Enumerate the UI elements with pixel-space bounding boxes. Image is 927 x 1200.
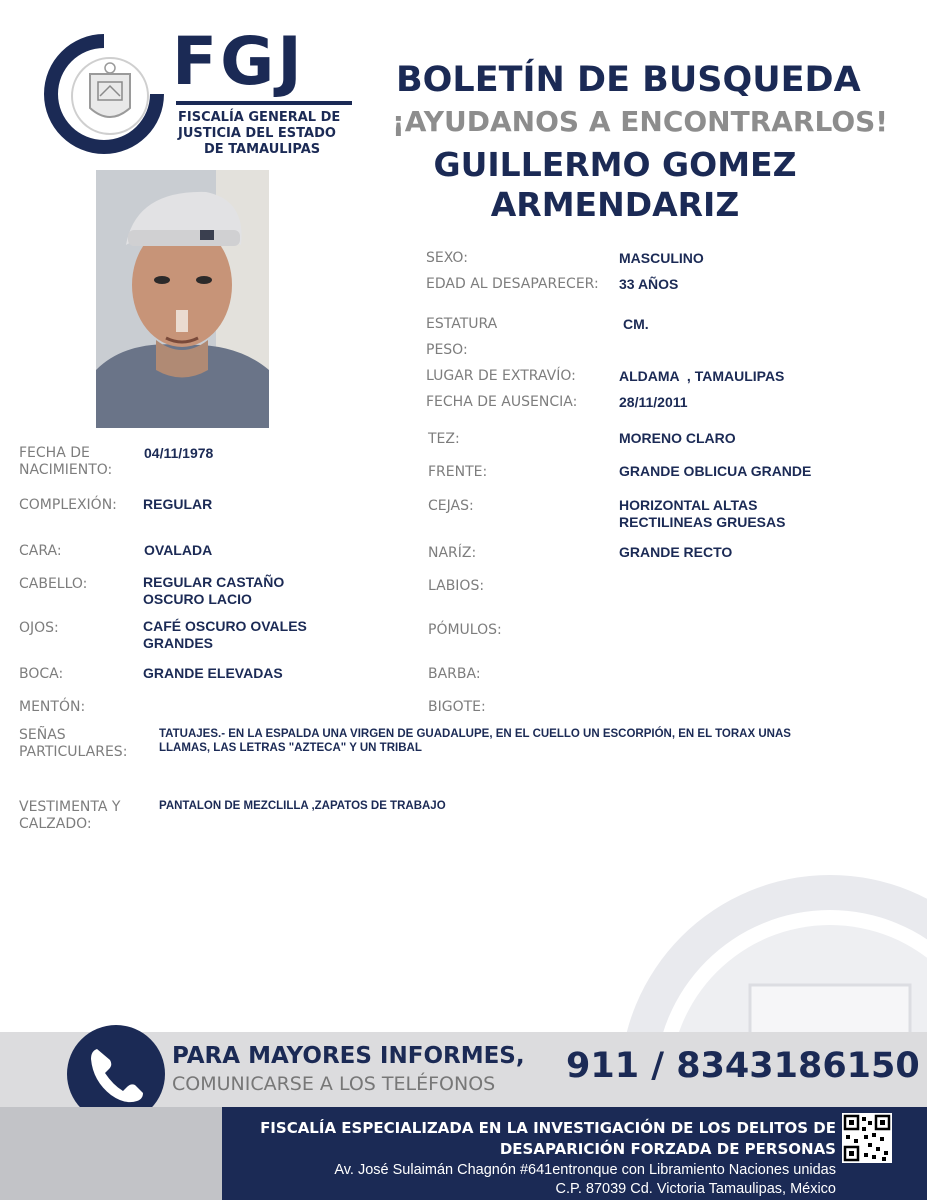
label-senas: SEÑAS PARTICULARES: (19, 727, 128, 760)
value-boca: GRANDE ELEVADAS (143, 665, 283, 681)
org-line-3: DE TAMAULIPAS (204, 142, 321, 157)
label-edad: EDAD AL DESAPARECER: (426, 276, 599, 292)
label-estatura: ESTATURA (426, 316, 498, 332)
value-lugar: ALDAMA , TAMAULIPAS (619, 368, 785, 384)
org-line-1: FISCALÍA GENERAL DE (178, 110, 341, 125)
label-tez: TEZ: (428, 431, 460, 447)
bulletin-title: BOLETÍN DE BUSQUEDA (396, 60, 861, 100)
label-cara: CARA: (19, 543, 62, 559)
label-vestimenta: VESTIMENTA Y CALZADO: (19, 799, 121, 832)
label-cabello: CABELLO: (19, 576, 88, 592)
contact-line-2: COMUNICARSE A LOS TELÉFONOS (172, 1073, 496, 1095)
label-frente: FRENTE: (428, 464, 488, 480)
org-line-2: JUSTICIA DEL ESTADO (178, 126, 336, 141)
value-frente: GRANDE OBLICUA GRANDE (619, 463, 812, 479)
emblem-icon (40, 30, 168, 158)
person-name-line-1: GUILLERMO GOMEZ (433, 145, 797, 184)
value-nacimiento: 04/11/1978 (144, 445, 214, 461)
footer-address-2: C.P. 87039 Cd. Victoria Tamaulipas, México (555, 1181, 836, 1197)
footer-line-1: FISCALÍA ESPECIALIZADA EN LA INVESTIGACIÓN DE LOS DELITOS DE (260, 1119, 836, 1137)
label-barba: BARBA: (428, 666, 481, 682)
label-cejas: CEJAS: (428, 498, 474, 514)
label-lugar: LUGAR DE EXTRAVÍO: (426, 368, 576, 384)
value-senas: TATUAJES.- EN LA ESPALDA UNA VIRGEN DE GUADALUPE, EN EL CUELLO UN ESCORPIÓN, EN EL TORAX UNAS LLAMAS, LAS LETRAS "AZTECA" Y UN TRIBAL (159, 728, 791, 754)
label-nariz: NARÍZ: (428, 545, 477, 561)
label-boca: BOCA: (19, 666, 64, 682)
value-nariz: GRANDE RECTO (619, 544, 733, 560)
label-nacimiento: FECHA DE NACIMIENTO: (19, 445, 113, 478)
value-tez: MORENO CLARO (619, 430, 736, 446)
value-complexion: REGULAR (143, 496, 213, 512)
value-cabello: REGULAR CASTAÑO OSCURO LACIO (143, 574, 285, 607)
footer-line-2: DESAPARICIÓN FORZADA DE PERSONAS (499, 1140, 836, 1158)
fgj-logo (40, 23, 360, 165)
value-cara: OVALADA (144, 542, 213, 558)
qr-code-icon[interactable] (842, 1113, 892, 1163)
logo-underline (176, 101, 352, 105)
bulletin-subtitle: ¡AYUDANOS A ENCONTRARLOS! (392, 105, 889, 138)
label-peso: PESO: (426, 342, 468, 358)
label-sexo: SEXO: (426, 250, 468, 266)
value-estatura: CM. (623, 316, 649, 332)
person-photo (96, 170, 269, 428)
value-cejas: HORIZONTAL ALTAS RECTILINEAS GRUESAS (619, 497, 786, 530)
value-fecha-ausencia: 28/11/2011 (619, 394, 688, 410)
person-name-line-2: ARMENDARIZ (490, 185, 740, 224)
contact-phone: 911 / 8343186150 (566, 1046, 920, 1086)
value-edad: 33 AÑOS (619, 276, 679, 292)
logo-text: FGJ (172, 23, 305, 100)
label-pomulos: PÓMULOS: (428, 622, 502, 638)
value-sexo: MASCULINO (619, 250, 704, 266)
label-menton: MENTÓN: (19, 699, 86, 715)
label-labios: LABIOS: (428, 578, 485, 594)
label-ojos: OJOS: (19, 620, 59, 636)
contact-line-1: PARA MAYORES INFORMES, (172, 1043, 525, 1069)
label-fecha-ausencia: FECHA DE AUSENCIA: (426, 394, 578, 410)
value-vestimenta: PANTALON DE MEZCLILLA ,ZAPATOS DE TRABAJO (159, 800, 446, 812)
footer-address-1: Av. José Sulaimán Chagnón #641entronque con Libramiento Naciones unidas (334, 1162, 836, 1178)
label-complexion: COMPLEXIÓN: (19, 497, 117, 513)
value-ojos: CAFÉ OSCURO OVALES GRANDES (143, 618, 307, 651)
label-bigote: BIGOTE: (428, 699, 486, 715)
